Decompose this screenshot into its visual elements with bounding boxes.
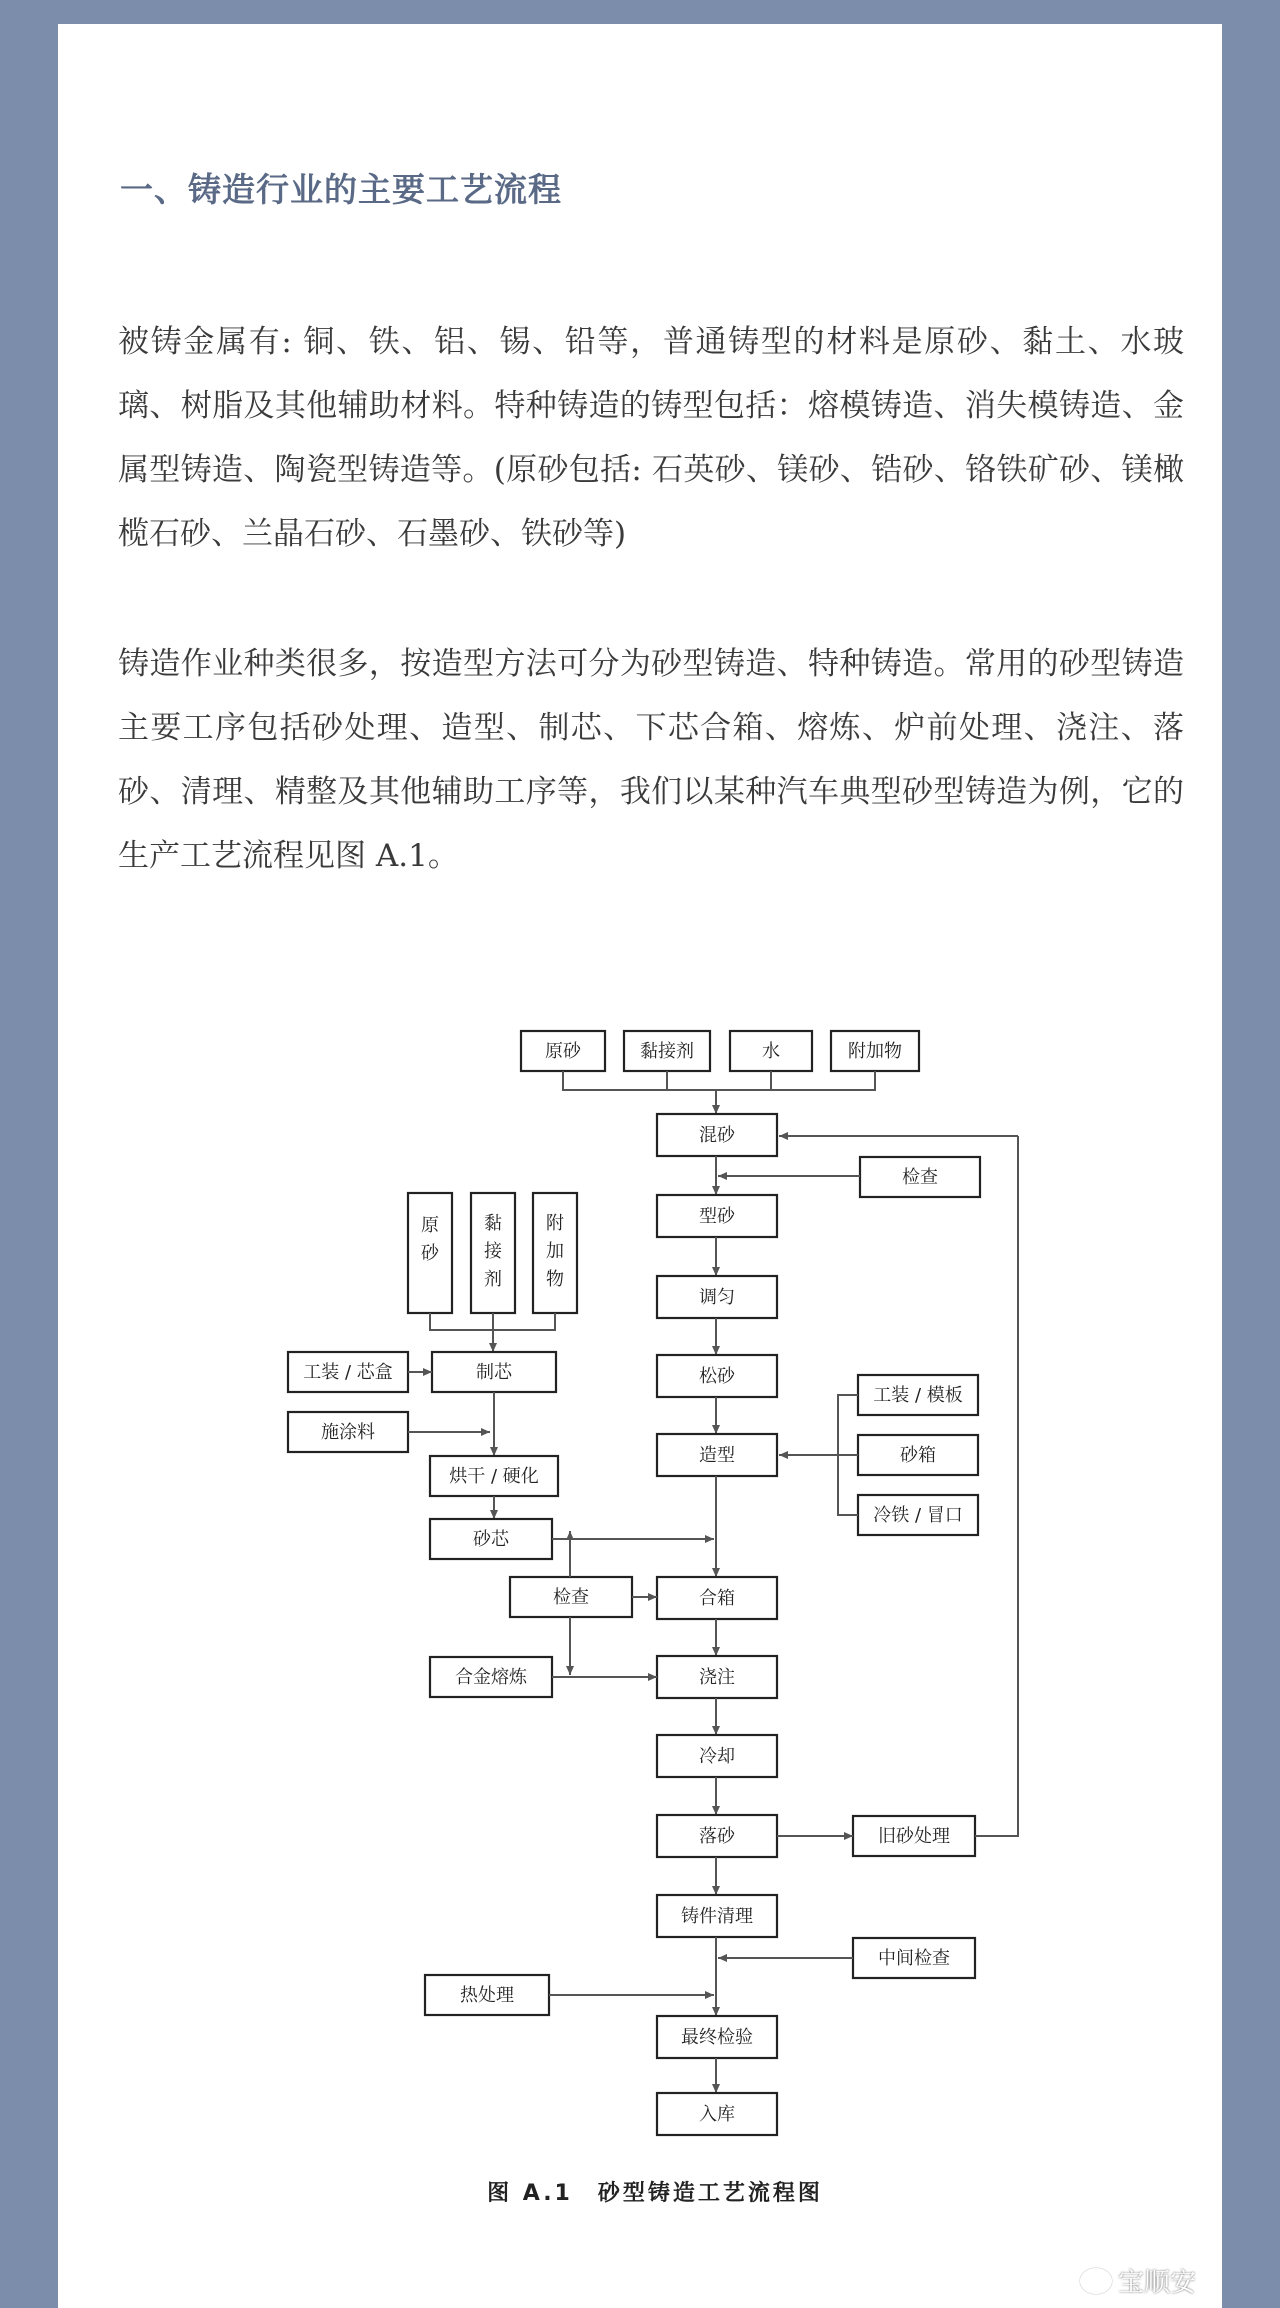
svg-text:制芯: 制芯 <box>476 1362 512 1383</box>
step-pouring <box>657 1656 777 1698</box>
step-molding-sand <box>657 1195 777 1237</box>
step-sand-core <box>430 1519 552 1559</box>
box-core-check <box>510 1577 632 1617</box>
svg-text:水: 水 <box>762 1041 780 1062</box>
svg-text:混砂: 混砂 <box>699 1125 735 1146</box>
svg-text:施涂料: 施涂料 <box>321 1422 375 1443</box>
box-heat-treatment <box>425 1975 549 2015</box>
step-cooling <box>657 1735 777 1777</box>
box-tooling-pattern <box>858 1375 978 1415</box>
svg-text:旧砂处理: 旧砂处理 <box>878 1826 950 1847</box>
svg-text:附加物: 附加物 <box>848 1041 902 1062</box>
svg-text:中间检查: 中间检查 <box>878 1948 950 1969</box>
svg-text:附加物: 附加物 <box>546 1213 564 1290</box>
section-heading: 一、铸造行业的主要工艺流程 <box>120 170 562 209</box>
svg-text:黏接剂: 黏接剂 <box>640 1041 694 1062</box>
svg-text:落砂: 落砂 <box>699 1826 735 1847</box>
step-drying-hardening <box>430 1456 558 1496</box>
box-alloy-melting <box>430 1657 552 1697</box>
svg-text:原砂: 原砂 <box>545 1041 581 1062</box>
svg-text:砂箱: 砂箱 <box>900 1445 936 1466</box>
box-chill-riser <box>858 1495 978 1535</box>
step-warehouse <box>657 2093 777 2135</box>
svg-text:铸件清理: 铸件清理 <box>681 1906 753 1927</box>
svg-text:型砂: 型砂 <box>699 1206 735 1227</box>
step-tempering <box>657 1276 777 1318</box>
svg-text:调匀: 调匀 <box>699 1287 735 1308</box>
paragraph-metals: 被铸金属有: 铜、铁、铝、锡、铅等，普通铸型的材料是原砂、黏土、水玻璃、树脂及其他辅助材料。特种铸造的铸型包括：熔模铸造、消失模铸造、金属型铸造、陶瓷型铸造等。(原砂包括: 石英砂、镁砂、锆砂、铬铁矿砂、镁橄榄石砂、兰晶石砂、石墨砂、铁砂等) <box>118 324 1184 552</box>
svg-text:最终检验: 最终检验 <box>681 2027 753 2048</box>
svg-text:工装 / 芯盒: 工装 / 芯盒 <box>303 1362 393 1383</box>
watermark <box>1080 2262 1196 2299</box>
svg-text:冷却: 冷却 <box>699 1746 735 1767</box>
svg-text:合箱: 合箱 <box>699 1588 735 1609</box>
box-binder <box>624 1031 710 1071</box>
box-raw-sand <box>521 1031 605 1071</box>
box-core-additive <box>533 1193 577 1313</box>
svg-text:松砂: 松砂 <box>699 1366 735 1387</box>
wechat-icon <box>1080 2268 1112 2294</box>
box-water <box>730 1031 812 1071</box>
box-old-sand-treatment <box>853 1816 975 1856</box>
svg-text:工装 / 模板: 工装 / 模板 <box>873 1385 963 1406</box>
step-cleaning <box>657 1895 777 1937</box>
box-mid-check <box>853 1938 975 1978</box>
box-additive <box>831 1031 919 1071</box>
step-closing <box>657 1577 777 1619</box>
box-core-binder <box>471 1193 515 1313</box>
box-core-raw-sand <box>408 1193 452 1313</box>
svg-text:合金熔炼: 合金熔炼 <box>455 1667 527 1688</box>
step-shakeout <box>657 1815 777 1857</box>
step-core-making <box>432 1352 556 1392</box>
box-tooling-core-box <box>288 1352 408 1392</box>
step-final-inspection <box>657 2016 777 2058</box>
svg-text:冷铁 / 冒口: 冷铁 / 冒口 <box>873 1505 963 1526</box>
step-molding <box>657 1434 777 1476</box>
svg-text:黏接剂: 黏接剂 <box>484 1213 502 1290</box>
svg-text:检查: 检查 <box>553 1587 589 1608</box>
box-check-right <box>860 1157 980 1197</box>
svg-text:检查: 检查 <box>902 1167 938 1188</box>
svg-text:原砂: 原砂 <box>421 1215 439 1264</box>
paragraph-process: 铸造作业种类很多，按造型方法可分为砂型铸造、特种铸造。常用的砂型铸造主要工序包括砂处理、造型、制芯、下芯合箱、熔炼、炉前处理、浇注、落砂、清理、精整及其他辅助工序等，我们以某种汽车典型砂型铸造为例，它的生产工艺流程见图 A.1。 <box>118 646 1184 874</box>
box-flask <box>858 1435 978 1475</box>
svg-text:热处理: 热处理 <box>460 1985 514 2006</box>
svg-text:入库: 入库 <box>699 2104 735 2125</box>
svg-text:烘干 / 硬化: 烘干 / 硬化 <box>449 1466 539 1487</box>
watermark-text: 宝顺安 <box>1118 2268 1197 2298</box>
figure-caption: 图 A.1 砂型铸造工艺流程图 <box>487 2181 823 2206</box>
svg-text:造型: 造型 <box>699 1445 735 1466</box>
step-mixing <box>657 1114 777 1156</box>
step-aerating <box>657 1355 777 1397</box>
box-coating <box>288 1412 408 1452</box>
svg-text:浇注: 浇注 <box>699 1667 735 1688</box>
svg-text:砂芯: 砂芯 <box>473 1529 509 1550</box>
